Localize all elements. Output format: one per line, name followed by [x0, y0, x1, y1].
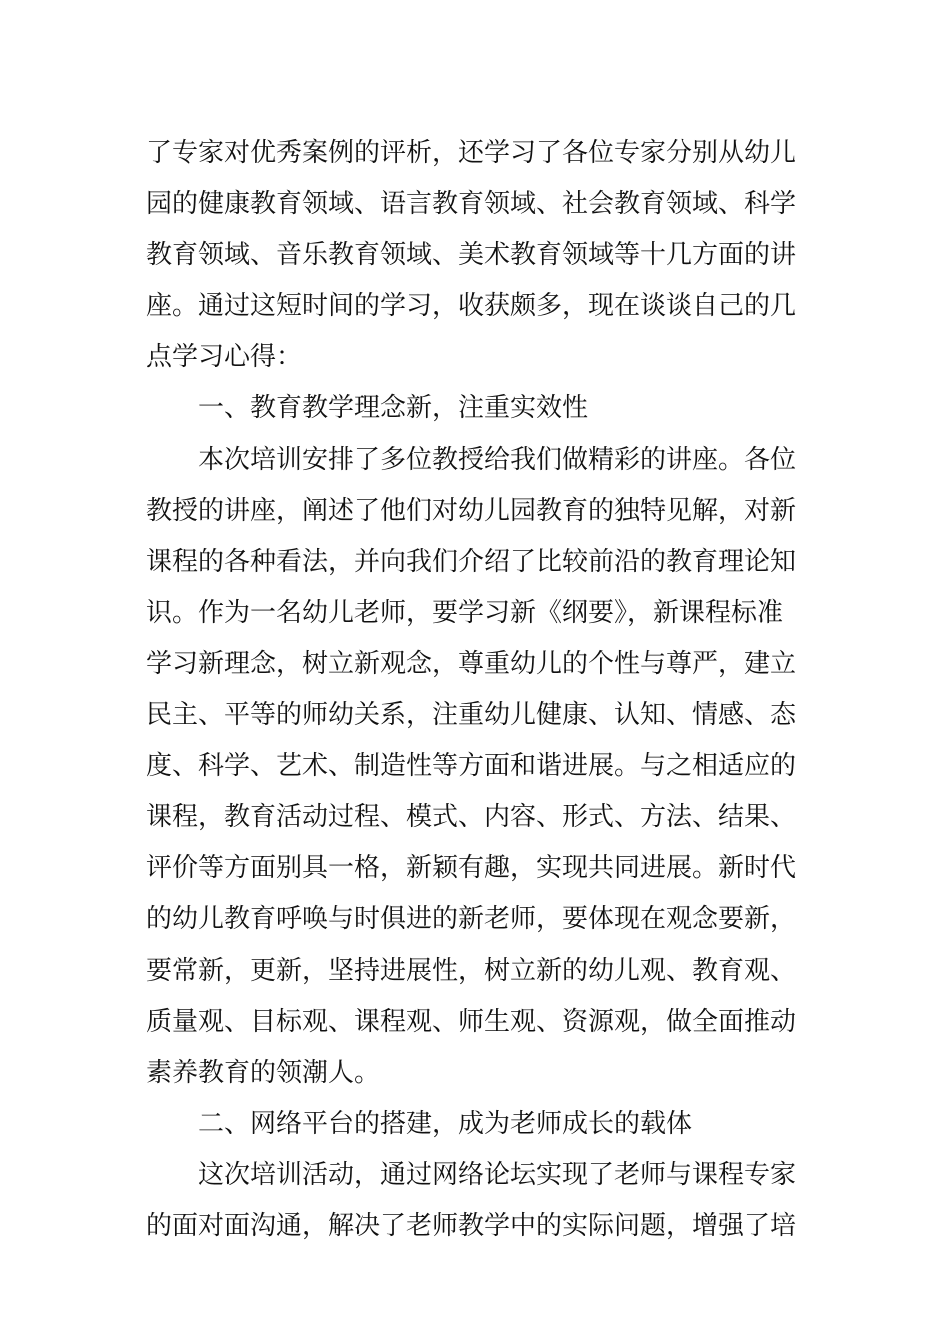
text-line: 座。通过这短时间的学习，收获颇多，现在谈谈自己的几	[146, 291, 797, 322]
text-line: 质量观、目标观、课程观、师生观、资源观，做全面推动	[146, 1006, 797, 1037]
text-line: 民主、平等的师幼关系，注重幼儿健康、认知、情感、态	[146, 700, 797, 731]
text-line: 这次培训活动，通过网络论坛实现了老师与课程专家	[198, 1159, 797, 1190]
text-line: 学习新理念，树立新观念，尊重幼儿的个性与尊严，建立	[146, 648, 797, 679]
text-line: 教育领域、音乐教育领域、美术教育领域等十几方面的讲	[146, 240, 797, 271]
text-line: 课程的各种看法，并向我们介绍了比较前沿的教育理论知	[146, 546, 797, 577]
section-heading-1: 一、教育教学理念新，注重实效性	[198, 393, 589, 424]
text-line: 点学习心得：	[146, 342, 303, 373]
text-line: 要常新，更新，坚持进展性，树立新的幼儿观、教育观、	[146, 955, 797, 986]
text-line: 了专家对优秀案例的评析，还学习了各位专家分别从幼儿	[146, 138, 797, 168]
text-line: 素养教育的领潮人。	[146, 1057, 381, 1088]
text-line: 课程，教育活动过程、模式、内容、形式、方法、结果、	[146, 802, 797, 833]
text-line: 识。作为一名幼儿老师，要学习新《纲要》，新课程标准	[146, 597, 784, 628]
text-line: 的面对面沟通，解决了老师教学中的实际问题，增强了培	[146, 1210, 797, 1241]
text-line: 本次培训安排了多位教授给我们做精彩的讲座。各位	[198, 444, 797, 475]
document-body	[146, 128, 806, 1252]
text-line: 评价等方面别具一格，新颖有趣，实现共同进展。新时代	[146, 853, 797, 884]
text-line: 的幼儿教育呼唤与时俱进的新老师，要体现在观念要新，	[146, 904, 797, 935]
text-line: 度、科学、艺术、制造性等方面和谐进展。与之相适应的	[146, 751, 797, 782]
text-line: 园的健康教育领域、语言教育领域、社会教育领域、科学	[146, 189, 797, 220]
text-line: 教授的讲座，阐述了他们对幼儿园教育的独特见解，对新	[146, 495, 797, 526]
section-heading-2: 二、网络平台的搭建，成为老师成长的载体	[198, 1108, 693, 1139]
